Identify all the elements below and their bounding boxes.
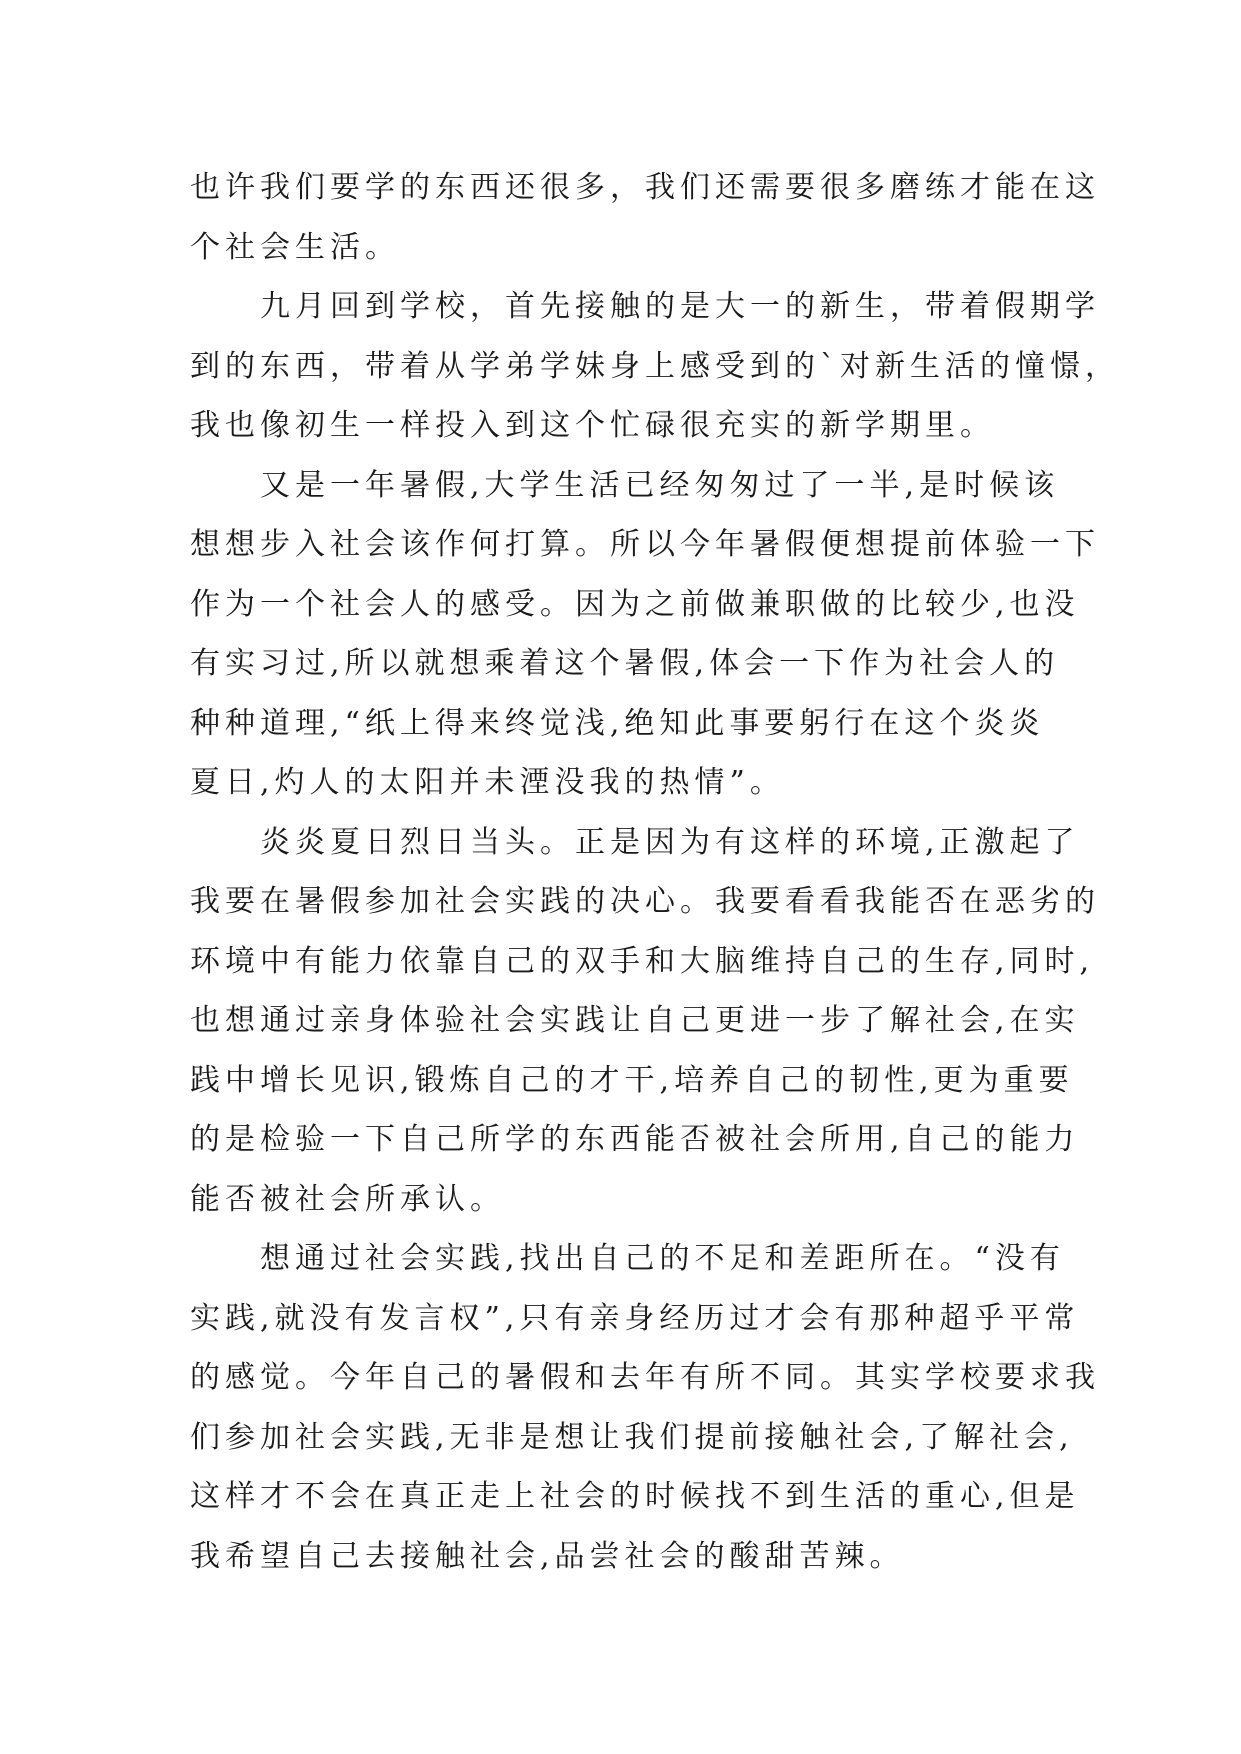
text-line: 夏日,灼人的太阳并未湮没我的热情”。 bbox=[190, 765, 785, 800]
body-text bbox=[190, 158, 1120, 1586]
text-line: 的是检验一下自己所学的东西能否被社会所用,自己的能力 bbox=[190, 1122, 1080, 1157]
text-line: 也许我们要学的东西还很多，我们还需要很多磨练才能在这 bbox=[190, 170, 1100, 205]
text-line: 有实习过,所以就想乘着这个暑假,体会一下作为社会人的 bbox=[190, 646, 1060, 681]
text-line: 也想通过亲身体验社会实践让自己更进一步了解社会,在实 bbox=[190, 1003, 1080, 1038]
text-line: 我要在暑假参加社会实践的决心。我要看看我能否在恶劣的 bbox=[190, 884, 1100, 919]
text-line: 这样才不会在真正走上社会的时候找不到生活的重心,但是 bbox=[190, 1479, 1080, 1514]
text-line: 九月回到学校，首先接触的是大一的新生，带着假期学 bbox=[260, 289, 1100, 324]
text-line: 的感觉。今年自己的暑假和去年有所不同。其实学校要求我 bbox=[190, 1360, 1100, 1395]
text-line: 实践,就没有发言权”,只有亲身经历过才会有那种超乎平常 bbox=[190, 1300, 1080, 1336]
text-line: 到的东西，带着从学弟学妹身上感受到的`对新生活的憧憬， bbox=[190, 348, 1120, 384]
text-line: 想通过社会实践,找出自己的不足和差距所在。“没有 bbox=[260, 1241, 1065, 1276]
text-line: 践中增长见识,锻炼自己的才干,培养自己的韧性,更为重要 bbox=[190, 1062, 1074, 1098]
text-line: 我也像初生一样投入到这个忙碌很充实的新学期里。 bbox=[190, 408, 995, 443]
text-line: 作为一个社会人的感受。因为之前做兼职做的比较少,也没 bbox=[190, 586, 1080, 622]
text-line: 个社会生活。 bbox=[190, 229, 400, 265]
text-line: 环境中有能力依靠自己的双手和大脑维持自己的生存,同时, bbox=[190, 943, 1095, 979]
text-line: 种种道理,“纸上得来终觉浅,绝知此事要躬行在这个炎炎 bbox=[190, 705, 1045, 741]
text-line: 我希望自己去接触社会,品尝社会的酸甜苦辣。 bbox=[190, 1538, 905, 1574]
text-line: 想想步入社会该作何打算。所以今年暑假便想提前体验一下 bbox=[190, 527, 1100, 562]
text-line: 能否被社会所承认。 bbox=[190, 1181, 505, 1217]
text-line: 们参加社会实践,无非是想让我们提前接触社会,了解社会, bbox=[190, 1419, 1074, 1455]
text-line: 炎炎夏日烈日当头。正是因为有这样的环境,正激起了 bbox=[260, 824, 1080, 860]
text-line: 又是一年暑假,大学生活已经匆匆过了一半,是时候该 bbox=[260, 467, 1060, 503]
